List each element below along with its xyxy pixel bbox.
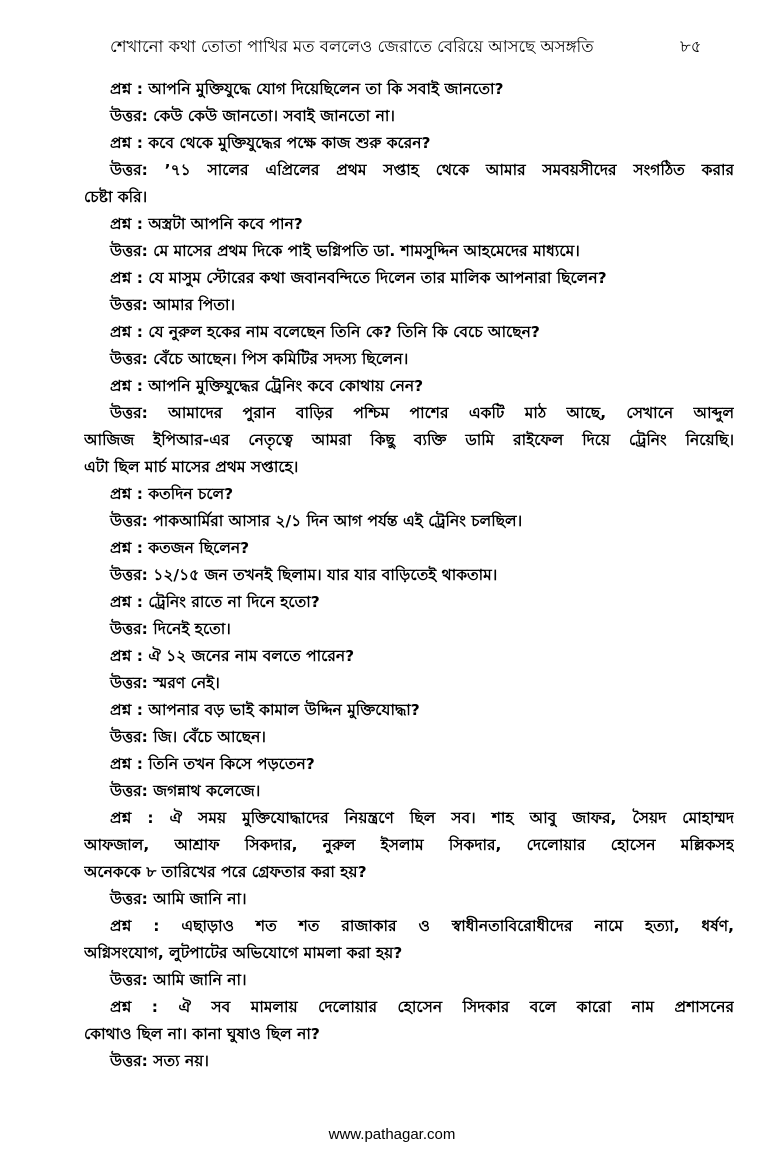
text-line: উত্তর: কেউ কেউ জানতো। সবাই জানতো না। [110,107,395,125]
text-line: প্রশ্ন : আপনার বড় ভাই কামাল উদ্দিন মুক্তিযোদ্ধা? [110,701,420,719]
footer-url: www.pathagar.com [328,1126,456,1143]
page-header [0,34,784,62]
text-line: প্রশ্ন : যে মাসুম স্টোরের কথা জবানবন্দিতে দিলেন তার মালিক আপনারা ছিলেন? [110,269,607,287]
text-line: প্রশ্ন : কতজন ছিলেন? [110,539,250,557]
text-line: প্রশ্ন : যে নুরুল হকের নাম বলেছেন তিনি কে? তিনি কি বেচে আছেন? [110,323,540,341]
page-body [84,76,734,1075]
text-line: প্রশ্ন : তিনি তখন কিসে পড়তেন? [110,755,315,773]
text-line: উত্তর: সত্য নয়। [110,1052,209,1070]
text-line: উত্তর: ’৭১ সালের এপ্রিলের প্রথম সপ্তাহ থেকে আমার সমবয়সীদের সংগঠিত করার [110,161,734,179]
text-line: চেষ্টা করি। [84,188,148,206]
text-line: এটা ছিল মার্চ মাসের প্রথম সপ্তাহে। [84,458,299,476]
text-line: প্রশ্ন : এছাড়াও শত শত রাজাকার ও স্বাধীনতাবিরোধীদের নামে হত্যা, ধর্ষণ, [110,917,734,935]
page-number: ৮৫ [680,37,702,56]
text-line: প্রশ্ন : অস্ত্রটা আপনি কবে পান? [110,215,303,233]
text-line: উত্তর: জগন্নাথ কলেজে। [110,782,261,800]
text-line: উত্তর: দিনেই হতো। [110,620,231,638]
text-line: প্রশ্ন : কবে থেকে মুক্তিযুদ্ধের পক্ষে কাজ শুরু করেন? [110,134,431,152]
running-title: শেখানো কথা তোতা পাখির মত বললেও জেরাতে বেরিয়ে আসছে অসঙ্গতি [110,37,594,56]
text-line: উত্তর: আমি জানি না। [110,890,247,908]
text-line: উত্তর: আমি জানি না। [110,971,247,989]
text-line: আফজাল, আশ্রাফ সিকদার, নুরুল ইসলাম সিকদার, দেলোয়ার হোসেন মল্লিকসহ [84,836,734,854]
text-line: প্রশ্ন : আপনি মুক্তিযুদ্ধে যোগ দিয়েছিলেন তা কি সবাই জানতো? [110,80,504,98]
text-line: প্রশ্ন : ট্রেনিং রাতে না দিনে হতো? [110,593,320,611]
text-line: প্রশ্ন : ঐ সময় মুক্তিযোদ্ধাদের নিয়ন্ত্রণে ছিল সব। শাহ আবু জাফর, সৈয়দ মোহাম্মদ [110,809,734,827]
text-line: প্রশ্ন : ঐ সব মামলায় দেলোয়ার হোসেন সিদকার বলে কারো নাম প্রশাসনের [110,998,734,1016]
text-line: উত্তর: আমাদের পুরান বাড়ির পশ্চিম পাশের একটি মাঠ আছে, সেখানে আব্দুল [110,404,734,422]
text-line: উত্তর: বেঁচে আছেন। পিস কমিটির সদস্য ছিলেন। [110,350,409,368]
text-line: প্রশ্ন : ঐ ১২ জনের নাম বলতে পারেন? [110,647,355,665]
text-line: উত্তর: স্মরণ নেই। [110,674,220,692]
text-line: কোথাও ছিল না। কানা ঘুষাও ছিল না? [84,1025,320,1043]
text-line: প্রশ্ন : আপনি মুক্তিযুদ্ধের ট্রেনিং কবে কোথায় নেন? [110,377,424,395]
text-line: উত্তর: আমার পিতা। [110,296,236,314]
text-line: অনেককে ৮ তারিখের পরে গ্রেফতার করা হয়? [84,863,367,881]
text-line: আজিজ ইপিআর-এর নেতৃত্বে আমরা কিছু ব্যক্তি ডামি রাইফেল দিয়ে ট্রেনিং নিয়েছি। [84,431,734,449]
text-line: উত্তর: ১২/১৫ জন তখনই ছিলাম। যার যার বাড়িতেই থাকতাম। [110,566,498,584]
text-line: উত্তর: মে মাসের প্রথম দিকে পাই ভগ্নিপতি ডা. শামসুদ্দিন আহমেদের মাধ্যমে। [110,242,580,260]
text-line: উত্তর: পাকআর্মিরা আসার ২/১ দিন আগ পর্যন্ত এই ট্রেনিং চলছিল। [110,512,523,530]
text-line: প্রশ্ন : কতদিন চলে? [110,485,234,503]
text-line: উত্তর: জি। বেঁচে আছেন। [110,728,266,746]
text-line: অগ্নিসংযোগ, লুটপাটের অভিযোগে মামলা করা হয়? [84,944,403,962]
